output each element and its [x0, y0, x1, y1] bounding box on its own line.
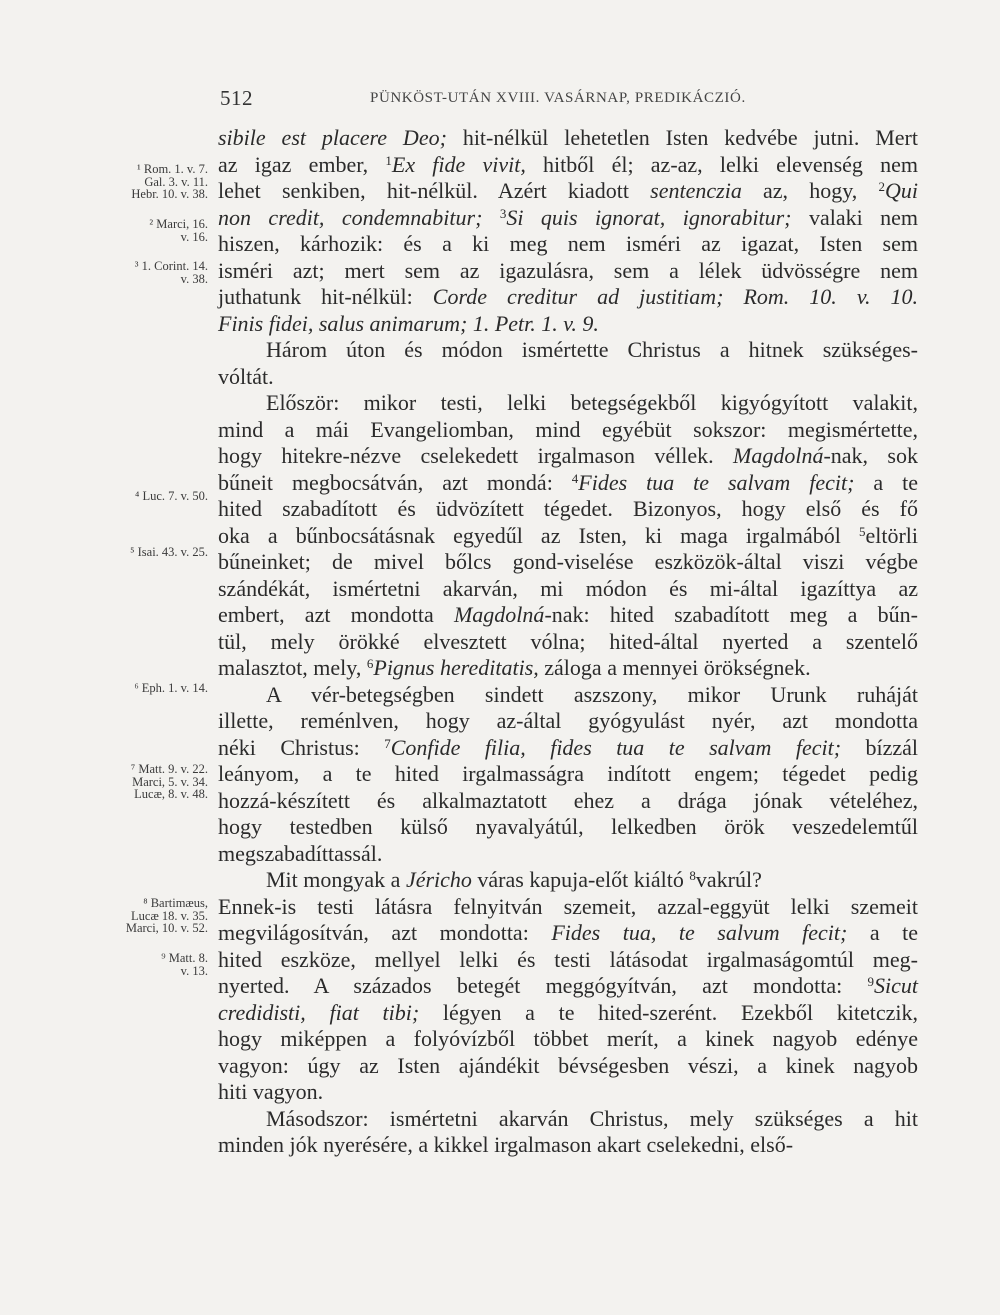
text-line: [218, 894, 918, 921]
text-run: -nak, sok: [823, 443, 918, 468]
text-line: [218, 258, 918, 285]
text-run: bűneit megbocsátván, azt mondá:: [218, 469, 572, 495]
footnote-marker: 1: [385, 152, 392, 168]
margin-note-line: v. 13.: [180, 963, 208, 978]
body-text: [218, 125, 918, 1159]
text-run: hiszen, kárhozik: és a ki meg nem isméri az igazat, Isten sem: [218, 231, 918, 256]
text-run: vagyon: úgy az Isten ajándékit bévségesben vészi, a kinek nagyob: [218, 1052, 918, 1078]
running-head: PÜNKÖST-UTÁN XVIII. VASÁRNAP, PREDIKÁCZIÓ.: [370, 90, 746, 106]
footnote-marker: 9: [867, 974, 874, 989]
text-run: Finis fidei, salus animarum; 1. Petr. 1. v. 9.: [218, 310, 599, 336]
text-run: [482, 205, 499, 230]
text-run: Ennek-is testi látásra felnyitván szemeit, azzal-eggyüt lelki szemeit: [218, 893, 918, 919]
text-run: vakrúl?: [695, 867, 762, 892]
margin-note-line: Lucæ, 8. v. 48.: [134, 787, 208, 801]
margin-note-line: v. 16.: [180, 229, 208, 244]
text-line: [218, 682, 918, 709]
text-run: Fides tua, te salvum fecit;: [551, 920, 848, 945]
text-line: [218, 205, 918, 232]
margin-note: [78, 260, 208, 285]
text-run: -nak: hited szabadított meg a bűn-: [544, 602, 918, 627]
footnote-marker: 4: [571, 470, 579, 486]
text-run: hitből él; az-az, lelki elevenség nem: [525, 151, 918, 177]
margin-note-line: ⁸ Bartimæus,: [143, 896, 208, 910]
text-run: mind a mái Evangeliomban, mind egyébüt sokszor: megismértette,: [218, 416, 918, 442]
footnote-marker: 7: [384, 735, 391, 751]
margin-note: [78, 218, 208, 243]
text-run: sibile est placere Deo;: [218, 125, 447, 150]
margin-note-line: ⁶ Eph. 1. v. 14.: [134, 681, 208, 695]
margin-note: [78, 682, 208, 695]
text-line: [218, 1000, 918, 1027]
margin-note-line: Gal. 3. v. 11.: [144, 174, 208, 189]
text-run: hited eszköze, mellyel lelki és testi látásodat irgalmaságomtúl meg-: [218, 946, 918, 972]
margin-note-line: ⁴ Luc. 7. v. 50.: [135, 489, 208, 503]
text-run: Pignus hereditatis,: [373, 655, 539, 680]
text-line: [218, 284, 918, 311]
footnote-marker: 2: [878, 179, 885, 194]
margin-note: [78, 546, 208, 559]
margin-note: [78, 490, 208, 503]
margin-note-line: Marci, 5. v. 34.: [132, 774, 208, 789]
text-run: hogy hitekre-nézve cselekedett irgalmason véllek.: [218, 443, 733, 468]
margin-note-line: Hebr. 10. v. 38.: [131, 187, 208, 201]
margin-note-line: ² Marci, 16.: [149, 217, 208, 231]
text-run: Ex fide vivit,: [391, 151, 526, 177]
text-run: embert, azt mondotta: [218, 602, 454, 627]
text-run: záloga a mennyei örökségnek.: [538, 655, 811, 680]
text-run: Qui: [885, 178, 918, 203]
margin-note-line: ³ 1. Corint. 14.: [134, 259, 208, 273]
text-run: bízzál: [841, 734, 918, 760]
text-line: [218, 788, 918, 815]
text-run: Mit mongyak a: [266, 867, 406, 892]
text-line: [218, 523, 918, 550]
text-run: leányom, a te hited irgalmasságra indított engem; tégedet pedig: [218, 761, 918, 786]
text-run: malasztot, mely,: [218, 655, 367, 680]
text-run: légyen a te hited-szerént. Ezekből kitetczik,: [419, 999, 918, 1025]
text-run: Si quis ignorat, ignorabitur;: [506, 204, 792, 230]
margin-note-line: Marci, 10. v. 52.: [125, 921, 208, 935]
text-run: Jéricho: [405, 867, 472, 892]
text-run: Magdolná: [733, 443, 824, 468]
footnote-marker: 5: [858, 523, 866, 539]
text-line: [218, 947, 918, 974]
text-line: [218, 655, 918, 682]
text-run: bűneinket; de mivel bőlcs gond-viselése eszközök-által viszi végbe: [218, 549, 918, 574]
text-line: [218, 1079, 918, 1106]
text-line: [218, 1026, 918, 1053]
footnote-marker: 8: [689, 868, 696, 883]
text-line: [218, 1132, 918, 1159]
margin-note-line: ⁷ Matt. 9. v. 22.: [130, 762, 208, 776]
text-run: a te: [847, 920, 918, 945]
margin-note: [78, 163, 208, 201]
text-run: Először: mikor testi, lelki betegségekből kigyógyított valakit,: [266, 390, 918, 415]
text-run: hiti vagyon.: [218, 1079, 324, 1104]
text-run: Fides tua te salvam fecit;: [578, 469, 855, 495]
page-number: 512: [220, 86, 253, 110]
text-run: valaki nem: [791, 204, 919, 230]
text-line: [218, 867, 918, 894]
text-run: illette, reménlven, hogy az-által gyógyulást nyér, azt mondotta: [218, 708, 918, 733]
margin-note-line: ⁹ Matt. 8.: [161, 951, 208, 965]
text-line: [218, 920, 918, 947]
text-run: a te: [854, 469, 918, 495]
margin-note-line: ¹ Rom. 1. v. 7.: [137, 162, 208, 176]
margin-note-line: ⁵ Isai. 43. v. 25.: [130, 545, 208, 559]
text-run: szándékát, ismértetni akarván, mi módon és mi-által igazíttya az: [218, 575, 918, 601]
text-line: [218, 814, 918, 841]
text-run: hogy testedben külső nyavalyátúl, lelkedben örök veszedelemtűl: [218, 814, 918, 839]
text-line: [218, 152, 918, 179]
text-run: lehet senkiben, hit-nélkül. Azért kiadott: [218, 178, 651, 203]
footnote-marker: 3: [499, 205, 507, 221]
text-run: credidisti, fiat tibi;: [218, 999, 420, 1025]
margin-note: [78, 763, 208, 801]
text-run: juthatunk hit-nélkül:: [218, 284, 433, 309]
text-line: [218, 311, 918, 338]
text-line: [218, 364, 918, 391]
text-run: megvilágosítván, azt mondotta:: [218, 920, 552, 945]
text-run: az igaz ember,: [218, 151, 386, 177]
text-run: Sicut: [874, 973, 918, 998]
text-line: [218, 1053, 918, 1080]
text-line: [218, 629, 918, 656]
text-run: néki Christus:: [218, 734, 385, 760]
text-line: [218, 841, 918, 868]
text-line: [218, 470, 918, 497]
text-run: Corde creditur ad justitiam; Rom. 10. v. 10.: [432, 284, 918, 309]
text-line: [218, 390, 918, 417]
footnote-marker: 6: [366, 656, 374, 671]
text-run: Három úton és módon ismértette Christus a hitnek szükséges-: [266, 337, 918, 362]
text-run: non credit, condemnabitur;: [218, 204, 483, 230]
text-line: [218, 602, 918, 629]
margin-note: [78, 897, 208, 935]
text-line: [218, 178, 918, 205]
text-run: hit-nélkül lehetetlen Isten kedvébe jutni. Mert: [446, 125, 918, 150]
text-line: [218, 231, 918, 258]
text-run: isméri azt; mert sem az igazulásra, sem a lélek üdvösségre nem: [218, 257, 918, 283]
text-run: oka a bűnbocsátásnak egyedűl az Isten, ki maga irgalmából: [218, 522, 859, 548]
text-line: [218, 576, 918, 603]
text-run: Magdolná: [453, 602, 545, 627]
text-line: [218, 443, 918, 470]
text-run: hogy miképpen a folyóvízből többet merít, a kinek nagyob edénye: [218, 1026, 918, 1051]
text-line: [218, 761, 918, 788]
text-run: Confide filia, fides tua te salvam fecit;: [390, 734, 842, 760]
text-run: minden jók nyerésére, a kikkel irgalmason akart cselekedni, első-: [218, 1132, 794, 1157]
text-line: [218, 496, 918, 523]
text-run: tül, mely örökké elvesztett vólna; hited-által nyerted a szentelő: [218, 628, 918, 654]
text-run: sentenczia: [650, 178, 742, 203]
text-line: [218, 1106, 918, 1133]
text-run: megszabadíttassál.: [218, 840, 383, 866]
text-run: Másodszor: ismértetni akarván Christus, mely szükséges a hit: [266, 1105, 918, 1131]
margin-note-line: Lucæ 18. v. 35.: [131, 908, 208, 923]
text-line: [218, 337, 918, 364]
text-line: [218, 125, 918, 152]
text-line: [218, 708, 918, 735]
text-run: eltörli: [865, 522, 918, 548]
text-run: az, hogy,: [741, 178, 879, 203]
text-run: vóltát.: [218, 363, 274, 389]
text-line: [218, 735, 918, 762]
text-run: hited szabadított és üdvözített tégedet. Bizonyos, hogy első és fő: [218, 496, 918, 521]
text-run: hozzá-készített és alkalmaztatott ehez a drága jónak vételéhez,: [218, 787, 918, 813]
text-run: nyerted. A százados betegét meggógyítván, azt mondotta:: [218, 973, 868, 998]
margin-note: [78, 952, 208, 977]
text-line: [218, 417, 918, 444]
text-line: [218, 973, 918, 1000]
text-run: A vér-betegségben sindett aszszony, mikor Urunk ruháját: [266, 681, 918, 707]
margin-note-line: v. 38.: [180, 271, 208, 286]
text-line: [218, 549, 918, 576]
text-run: váras kapuja-előt kiáltó: [471, 867, 690, 892]
